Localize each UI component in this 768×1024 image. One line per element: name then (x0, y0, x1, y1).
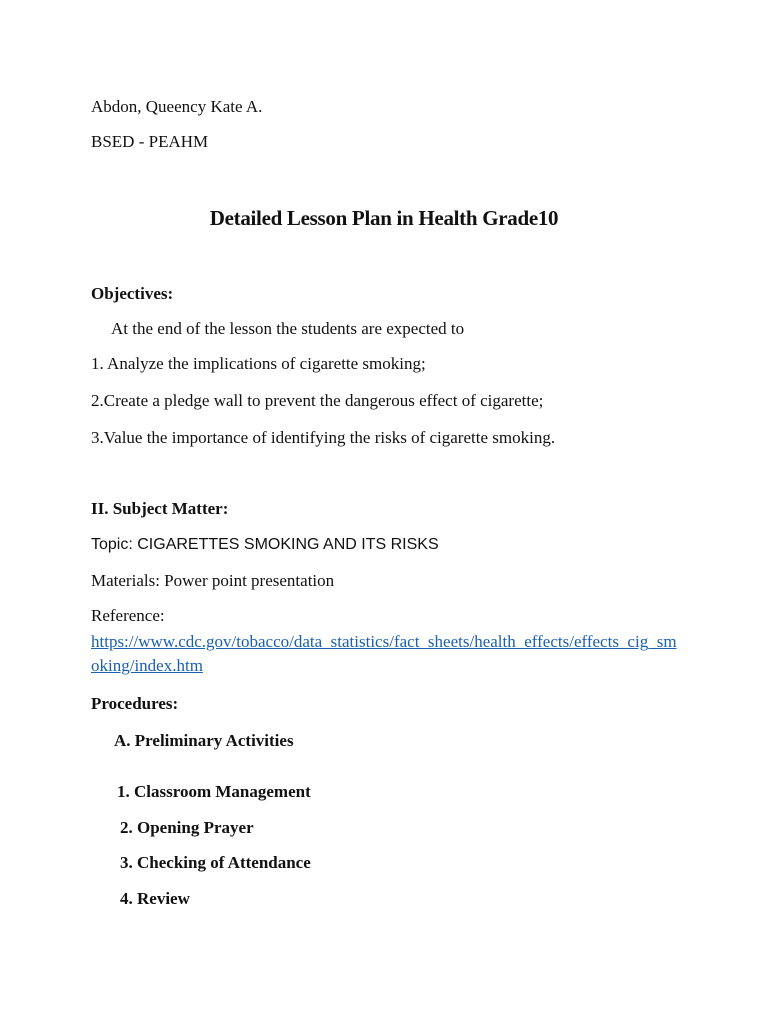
objective-item-3: 3.Value the importance of identifying the risks of cigarette smoking. (91, 428, 556, 447)
objectives-heading: Objectives: (91, 284, 174, 303)
objective-item-1: 1. Analyze the implications of cigarette smoking; (91, 354, 426, 373)
topic-line: Topic: CIGARETTES SMOKING AND ITS RISKS (91, 536, 439, 553)
materials-line: Materials: Power point presentation (91, 571, 335, 590)
preliminary-activities-heading: A. Preliminary Activities (114, 731, 294, 750)
reference-label: Reference: (91, 606, 165, 625)
procedure-item-2: 2. Opening Prayer (120, 818, 254, 837)
subject-matter-heading: II. Subject Matter: (91, 499, 229, 518)
procedure-item-4: 4. Review (120, 889, 190, 908)
objectives-intro: At the end of the lesson the students are expected to (111, 319, 465, 338)
program-name: BSED - PEAHM (91, 132, 209, 151)
procedures-heading: Procedures: (91, 694, 179, 713)
reference-link[interactable]: https://www.cdc.gov/tobacco/data_statistics/fact_sheets/health_effects/effects_cig_smoking/index.htm (91, 632, 677, 675)
procedure-item-3: 3. Checking of Attendance (120, 853, 311, 872)
objective-item-2: 2.Create a pledge wall to prevent the dangerous effect of cigarette; (91, 391, 544, 410)
procedure-item-1: 1. Classroom Management (117, 782, 311, 801)
document-title: Detailed Lesson Plan in Health Grade10 (209, 206, 559, 230)
author-name: Abdon, Queency Kate A. (91, 97, 263, 116)
